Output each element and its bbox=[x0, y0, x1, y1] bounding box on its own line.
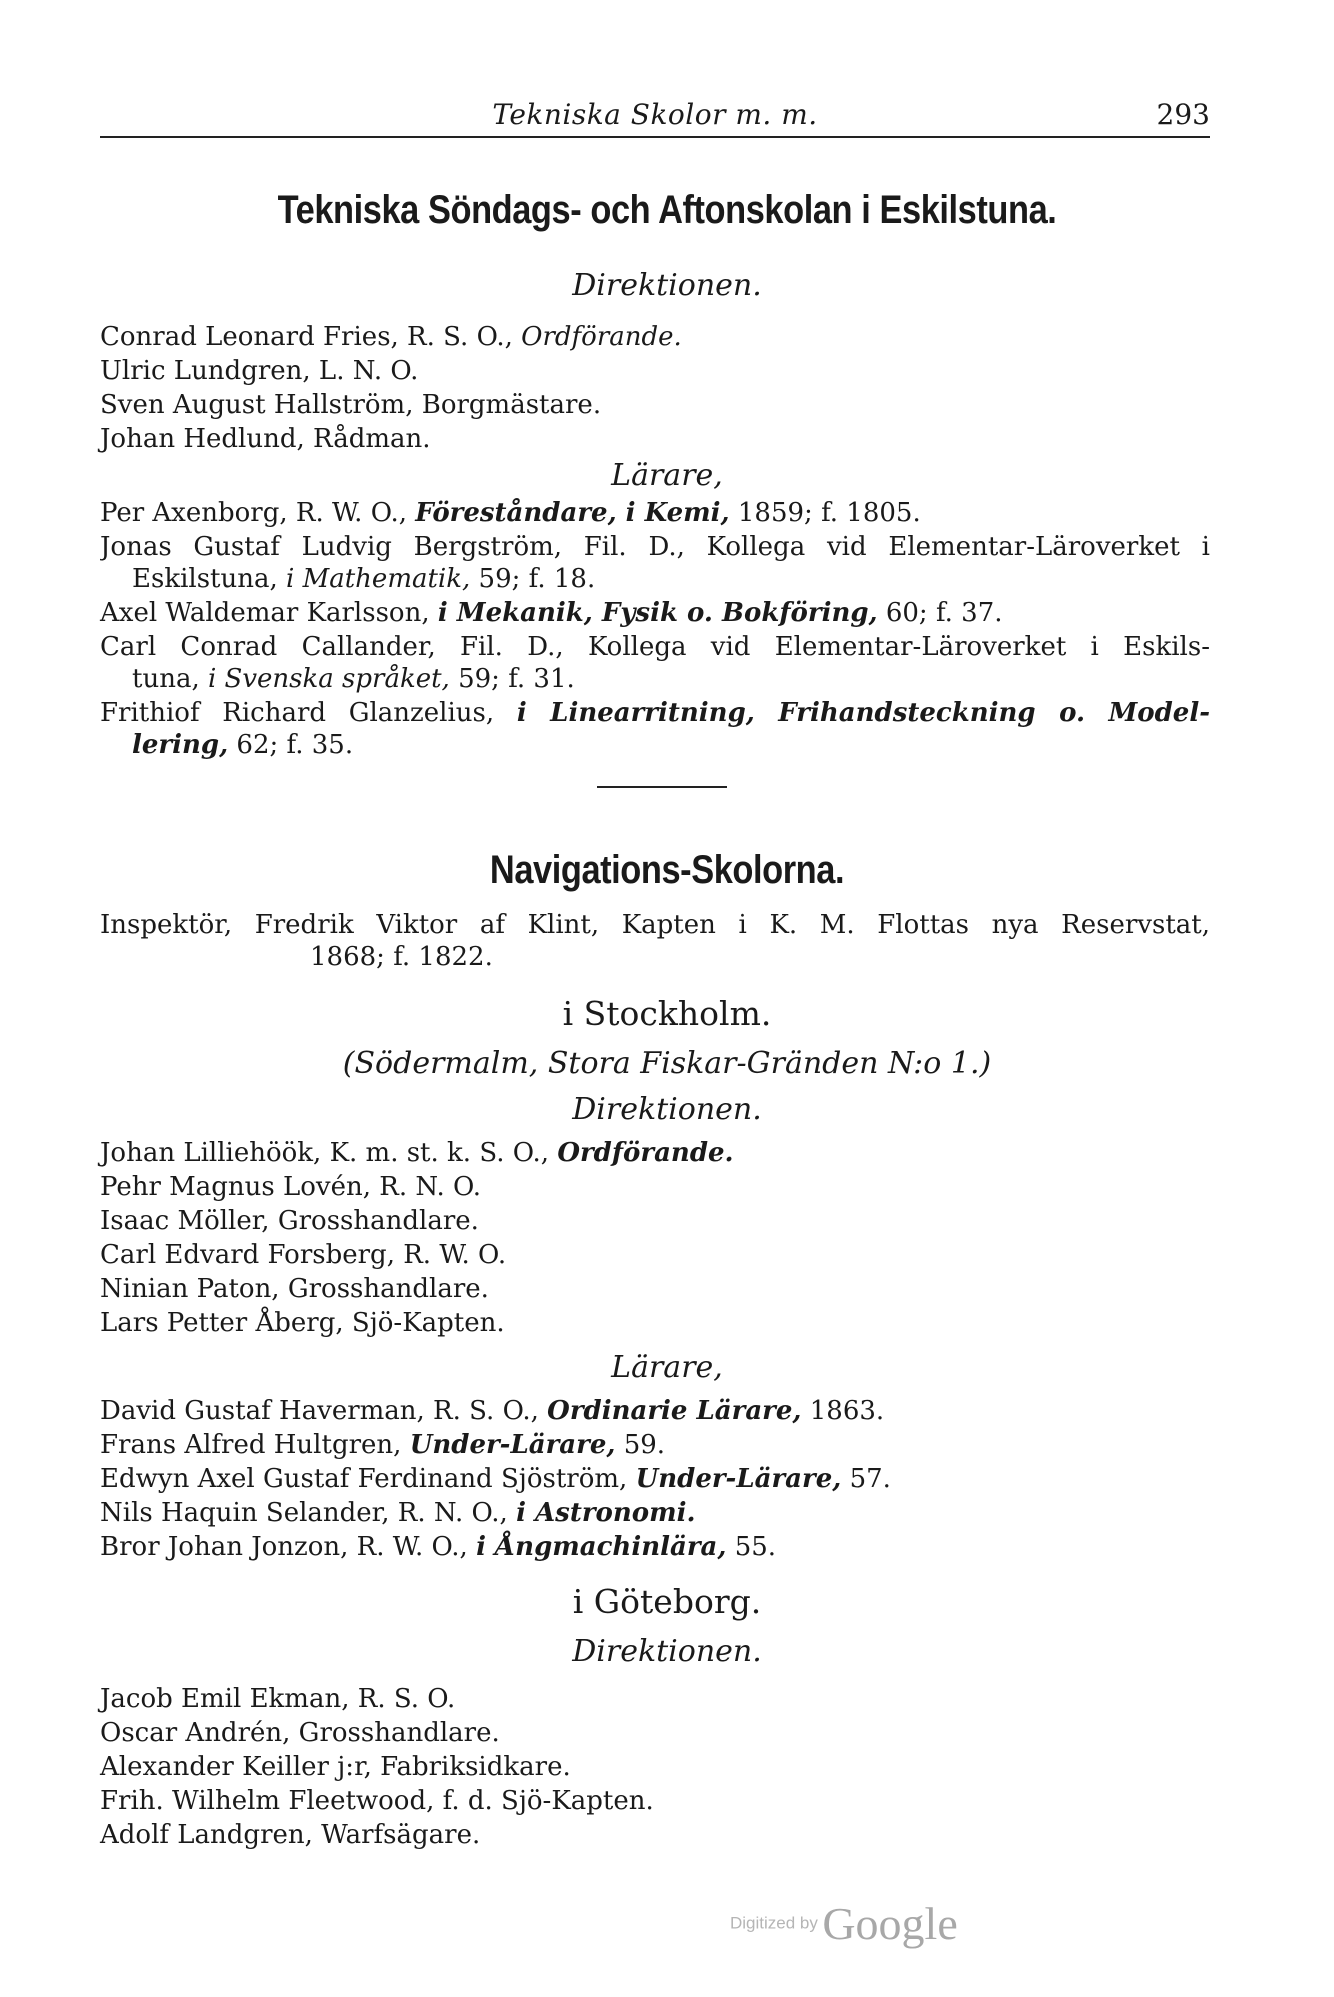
teacher-entry: Carl Conrad Callander, Fil. D., Kollega vid Elementar-Läroverket i Eskils- bbox=[100, 632, 1210, 662]
teacher-entry bbox=[100, 1428, 1210, 1462]
teacher-years: 59. bbox=[615, 1430, 666, 1460]
direktion-member: Jacob Emil Ekman, R. S. O. bbox=[100, 1684, 456, 1714]
running-header bbox=[100, 96, 1210, 138]
inspektor-entry: Inspektör, Fredrik Viktor af Klint, Kapten i K. M. Flottas nya Reservstat, bbox=[100, 910, 1210, 940]
direktion-member: Lars Petter Åberg, Sjö-Kapten. bbox=[100, 1308, 505, 1338]
teacher-entry bbox=[100, 496, 1210, 530]
teacher-role: Under-Lärare, bbox=[635, 1464, 842, 1494]
teacher-years: 59; f. 18. bbox=[470, 564, 596, 594]
teacher-entry: Jonas Gustaf Ludvig Bergström, Fil. D., Kollega vid Elementar-Läroverket i bbox=[100, 532, 1210, 562]
teacher-entry bbox=[100, 696, 1210, 730]
teacher-years: 57. bbox=[841, 1464, 891, 1494]
teacher-entry-cont bbox=[132, 662, 1210, 696]
teacher-entry bbox=[100, 1394, 1210, 1428]
teacher-years: 62; f. 35. bbox=[228, 730, 354, 760]
direktionen-heading-stockholm: Direktionen. bbox=[572, 1092, 762, 1127]
teacher-subject: i Svenska språket, bbox=[207, 664, 450, 694]
teacher-place: Eskilstuna, bbox=[132, 564, 287, 594]
teacher-name: Edwyn Axel Gustaf Ferdinand Sjöström, bbox=[100, 1464, 636, 1494]
teacher-name: David Gustaf Haverman, R. S. O., bbox=[100, 1396, 548, 1426]
teacher-role: Föreståndare, i Kemi, bbox=[415, 498, 730, 528]
direktion-member bbox=[100, 320, 1210, 354]
teacher-entry-cont bbox=[132, 728, 1210, 762]
teacher-subject: i Astronomi. bbox=[516, 1498, 696, 1528]
direktion-member: Oscar Andrén, Grosshandlare. bbox=[100, 1718, 500, 1748]
running-title: Tekniska Skolor m. m. bbox=[492, 98, 818, 131]
direktion-member: Pehr Magnus Lovén, R. N. O. bbox=[100, 1172, 482, 1202]
section-divider bbox=[597, 786, 727, 788]
larare-heading-eskilstuna: Lärare, bbox=[611, 458, 723, 493]
google-logo: Google bbox=[822, 1898, 958, 1949]
direktion-member: Ulric Lundgren, L. N. O. bbox=[100, 356, 419, 386]
watermark-prefix: Digitized by bbox=[730, 1913, 818, 1933]
teacher-years: 1863. bbox=[801, 1396, 885, 1426]
teacher-years: 55. bbox=[726, 1532, 777, 1562]
member-role: Ordförande. bbox=[521, 322, 682, 352]
teacher-name: Nils Haquin Selander, R. N. O., bbox=[100, 1498, 517, 1528]
teacher-subject: i Mekanik, Fysik o. Bokföring, bbox=[437, 598, 878, 628]
teacher-subject: lering, bbox=[132, 730, 229, 760]
direktion-member: Adolf Landgren, Warfsägare. bbox=[100, 1820, 481, 1850]
direktion-member: Sven August Hallström, Borgmästare. bbox=[100, 390, 602, 420]
teacher-name: Axel Waldemar Karlsson, bbox=[100, 598, 438, 628]
teacher-name: Frithiof Richard Glanzelius, bbox=[100, 698, 517, 728]
page-number: 293 bbox=[1156, 98, 1210, 131]
teacher-place: tuna, bbox=[132, 664, 208, 694]
digitized-watermark bbox=[730, 1897, 1090, 1957]
teacher-name: Frans Alfred Hultgren, bbox=[100, 1430, 410, 1460]
teacher-subject: i Ångmachinlära, bbox=[476, 1532, 727, 1562]
teacher-subject: i Linearritning, Frihandsteckning o. Model- bbox=[516, 698, 1210, 728]
teacher-entry bbox=[100, 1530, 1210, 1564]
teacher-entry bbox=[100, 1496, 1210, 1530]
direktionen-heading-goteborg: Direktionen. bbox=[572, 1634, 762, 1669]
section-title-eskilstuna: Tekniska Söndags- och Aftonskolan i Eskilstuna. bbox=[277, 188, 1057, 232]
member-name: Conrad Leonard Fries, R. S. O., bbox=[100, 322, 522, 352]
direktion-member: Carl Edvard Forsberg, R. W. O. bbox=[100, 1240, 507, 1270]
teacher-subject: i Mathematik, bbox=[286, 564, 471, 594]
teacher-years: 60; f. 37. bbox=[877, 598, 1003, 628]
section-title-navigation: Navigations-Skolorna. bbox=[489, 848, 845, 892]
direktion-member: Frih. Wilhelm Fleetwood, f. d. Sjö-Kapten. bbox=[100, 1786, 654, 1816]
city-heading-stockholm: i Stockholm. bbox=[562, 994, 772, 1033]
direktion-member bbox=[100, 1136, 1210, 1170]
direktion-member: Alexander Keiller j:r, Fabriksidkare. bbox=[100, 1752, 571, 1782]
teacher-years: 59; f. 31. bbox=[449, 664, 575, 694]
direktionen-heading-eskilstuna: Direktionen. bbox=[572, 268, 762, 303]
inspektor-entry-cont: 1868; f. 1822. bbox=[310, 942, 493, 972]
member-role: Ordförande. bbox=[557, 1138, 734, 1168]
city-heading-goteborg: i Göteborg. bbox=[572, 1582, 762, 1621]
teacher-name: Bror Johan Jonzon, R. W. O., bbox=[100, 1532, 477, 1562]
teacher-name: Per Axenborg, R. W. O., bbox=[100, 498, 416, 528]
teacher-years: 1859; f. 1805. bbox=[729, 498, 921, 528]
direktion-member: Johan Hedlund, Rådman. bbox=[100, 424, 431, 454]
direktion-member: Ninian Paton, Grosshandlare. bbox=[100, 1274, 489, 1304]
teacher-role: Ordinarie Lärare, bbox=[547, 1396, 802, 1426]
larare-heading-stockholm: Lärare, bbox=[611, 1350, 723, 1385]
teacher-entry bbox=[100, 596, 1210, 630]
address-stockholm: (Södermalm, Stora Fiskar-Gränden N:o 1.) bbox=[342, 1046, 992, 1081]
teacher-role: Under-Lärare, bbox=[409, 1430, 616, 1460]
teacher-entry-cont bbox=[132, 562, 1210, 596]
member-name: Johan Lilliehöök, K. m. st. k. S. O., bbox=[100, 1138, 558, 1168]
direktion-member: Isaac Möller, Grosshandlare. bbox=[100, 1206, 479, 1236]
teacher-entry bbox=[100, 1462, 1210, 1496]
